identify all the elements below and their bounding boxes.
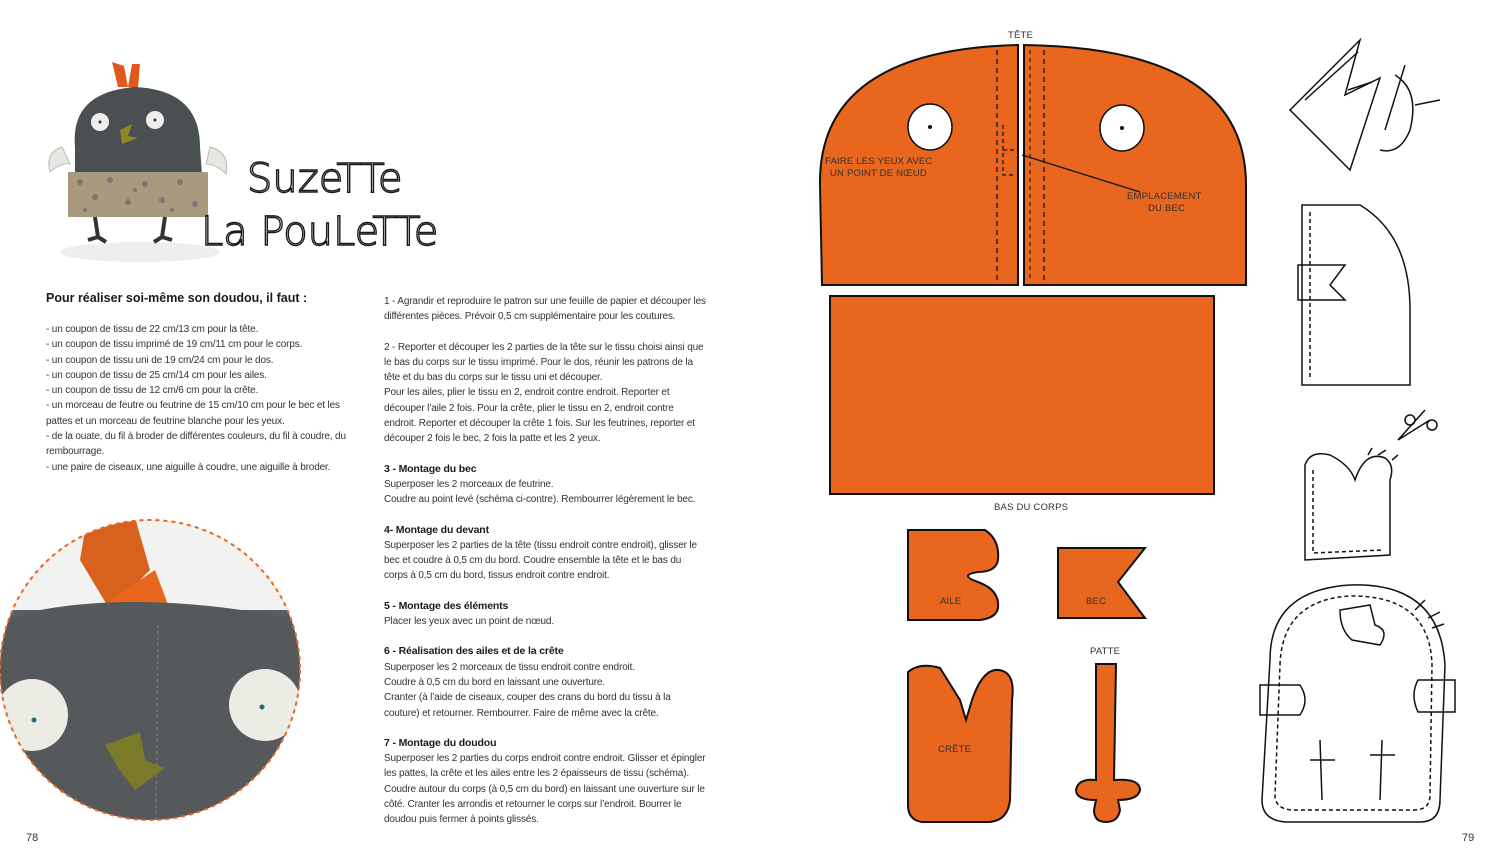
materials-item: - un morceau de feutre ou feutrine de 15 cm/10 cm pour le bec et les pattes et un morceau de feutrine blanche pour les yeux. xyxy=(46,400,340,427)
label-patte: PATTE xyxy=(1090,646,1121,657)
materials-item: - un coupon de tissu de 25 cm/14 cm pour les ailes. xyxy=(46,369,267,381)
pattern-bas-du-corps xyxy=(830,296,1214,494)
materials-item: - un coupon de tissu de 12 cm/6 cm pour la crête. xyxy=(46,385,259,397)
materials-item: - de la ouate, du fil à broder de différentes couleurs, du fil à coudre, du rembourrage. xyxy=(46,431,346,458)
step-body: Superposer les 2 parties du corps endroit contre endroit. Glisser et épingler les pattes, la crête et les ailes entre les 2 épaisseurs de tissu (schéma). Coudre autour du corps (à 0,5 cm du bord) en laissant une ouverture sur le côté. Cranter les arrondis et retourner le corps sur l’endroit. Bourrer le doudou puis fermer à points glissés. xyxy=(384,753,706,826)
materials-item: - un coupon de tissu uni de 19 cm/24 cm pour le dos. xyxy=(46,354,274,366)
step-body: Superposer les 2 morceaux de tissu endroit contre endroit. Coudre à 0,5 cm du bord en laissant une ouverture. Cranter (à l’aide de ciseaux, couper des crans du bord du tissu à la couture) et retourner. Rembourrer. Faire de même avec la crête. xyxy=(384,661,671,719)
diagram-body-assembly xyxy=(1260,585,1455,822)
materials-item: - un coupon de tissu de 22 cm/13 cm pour la tête. xyxy=(46,324,259,335)
label-bas-du-corps: BAS DU CORPS xyxy=(994,502,1069,513)
step-title: 5 - Montage des éléments xyxy=(384,599,509,612)
closeup-photo xyxy=(0,500,320,840)
step xyxy=(384,644,706,720)
label-bec: BEC xyxy=(1086,596,1107,607)
materials-item: - un coupon de tissu imprimé de 19 cm/11 cm pour le corps. xyxy=(46,339,303,351)
step xyxy=(384,294,706,325)
step-title: 3 - Montage du bec xyxy=(384,462,477,475)
sewing-pattern xyxy=(780,20,1500,865)
step-title: 4- Montage du devant xyxy=(384,523,489,536)
label-tete: TÊTE xyxy=(1008,30,1034,41)
label-crete: CRÊTE xyxy=(938,744,972,755)
label-yeux-2: UN POINT DE NŒUD xyxy=(830,168,927,179)
step-title: 6 - Réalisation des ailes et de la crête xyxy=(384,645,564,658)
page-number-right: 79 xyxy=(1462,832,1475,844)
page-number-left: 78 xyxy=(26,832,39,844)
step xyxy=(384,523,706,584)
step-body: Superposer les 2 parties de la tête (tissu endroit contre endroit), glisser le bec et coudre à 0,5 cm du bord. Coudre ensemble la tête et le bas du corps à 0,5 cm du bord, tissus endroit contre endroit. xyxy=(384,539,697,582)
label-bec-place-1: EMPLACEMENT xyxy=(1127,191,1202,202)
step-body: Superposer les 2 morceaux de feutrine. Coudre au point levé (schéma ci-contre). Rembourrer légèrement le bec. xyxy=(384,478,696,506)
step-body: 2 - Reporter et découper les 2 parties de la tête sur le tissu choisi ainsi que le bas du corps sur le tissu imprimé. Pour le dos, réunir les patrons de la tête et du bas du corps sur le tissu uni et découper. Pour les ailes, plier le tissu en 2, endroit contre endroit. Reporter et découper l’aile 2 fois. Pour la crête, plier le tissu en 2, endroit contre endroit. Reporter et découper la crête 1 fois. Sur les feutrines, reporter et découper 2 fois le bec, 2 fois la patte et les 2 yeux. xyxy=(384,341,704,445)
step-body: Placer les yeux avec un point de nœud. xyxy=(384,616,554,628)
step-title: 7 - Montage du doudou xyxy=(384,736,497,749)
title-line-1: SuzeTTe xyxy=(247,156,403,202)
title-line-2: La PouLeTTe xyxy=(201,209,439,255)
label-yeux-1: FAIRE LES YEUX AVEC xyxy=(825,156,933,167)
step xyxy=(384,736,706,828)
diagram-head-assembly xyxy=(1298,205,1410,385)
label-aile: AILE xyxy=(940,596,962,607)
diagram-crest-cutting xyxy=(1305,410,1437,560)
pattern-head-right xyxy=(1024,45,1246,285)
instructions xyxy=(384,294,706,843)
step-body: 1 - Agrandir et reproduire le patron sur une feuille de papier et découper les différentes pièces. Prévoir 0,5 cm supplémentaire pour les coutures. xyxy=(384,296,706,323)
page-title xyxy=(195,150,455,255)
pattern-patte xyxy=(1076,664,1140,822)
pattern-bec xyxy=(1058,548,1145,618)
step xyxy=(384,340,706,447)
materials-list xyxy=(46,322,368,475)
materials-heading: Pour réaliser soi-même son doudou, il faut : xyxy=(46,291,308,305)
step xyxy=(384,599,706,630)
diagram-beak-stitching xyxy=(1290,40,1440,170)
materials-item: - une paire de ciseaux, une aiguille à coudre, une aiguille à broder. xyxy=(46,461,331,473)
step xyxy=(384,462,706,508)
label-bec-place-2: DU BEC xyxy=(1148,203,1186,214)
